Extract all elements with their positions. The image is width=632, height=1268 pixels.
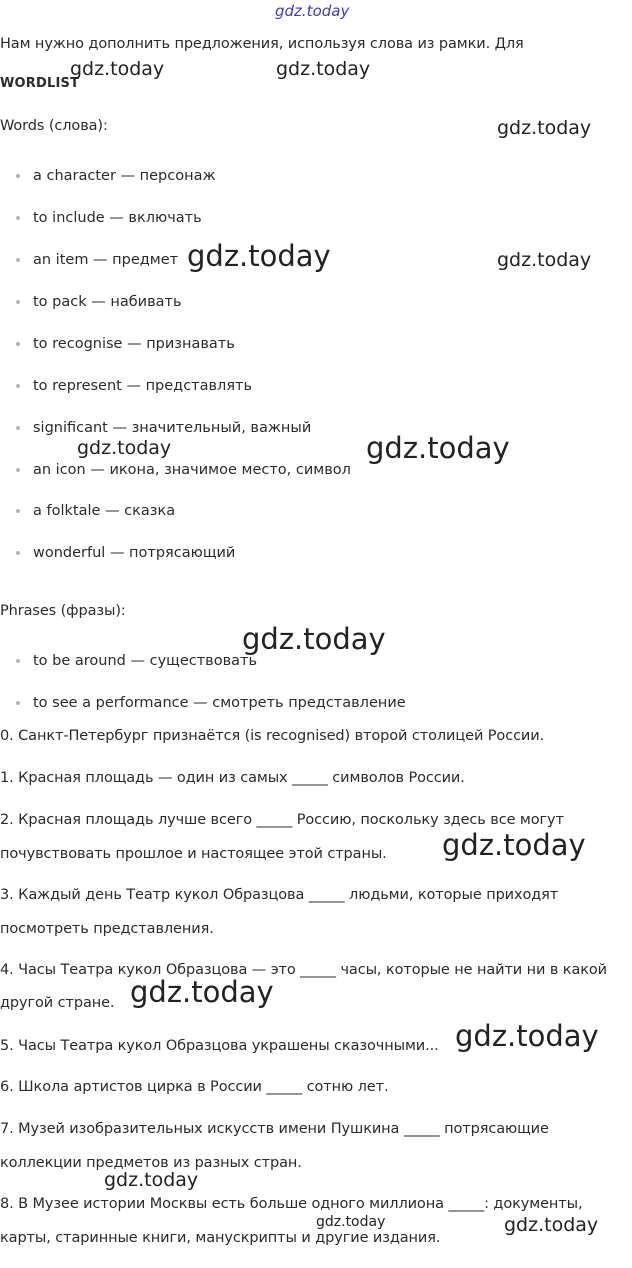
watermark: gdz.today (497, 249, 592, 271)
sentence-line: посмотреть представления. (0, 921, 214, 937)
watermark: gdz.today (104, 1169, 199, 1191)
sentence-line: 0. Санкт-Петербург признаётся (is recognised) второй столицей России. (0, 728, 545, 744)
sentence-line: коллекции предметов из разных стран. (0, 1155, 302, 1171)
sentence-line: 6. Школа артистов цирка в России _____ сотню лет. (0, 1079, 389, 1095)
bullet-icon (16, 509, 20, 513)
word-entry: to include — включать (33, 210, 202, 226)
bullet-icon (16, 300, 20, 304)
sentence-line: 2. Красная площадь лучше всего _____ Россию, поскольку здесь все могут (0, 812, 564, 828)
bullet-icon (16, 701, 20, 705)
words-label: Words (слова): (0, 118, 108, 134)
word-entry: to pack — набивать (33, 294, 182, 310)
bullet-icon (16, 384, 20, 388)
watermark: gdz.today (366, 431, 510, 465)
bullet-icon (16, 468, 20, 472)
bullet-icon (16, 174, 20, 178)
bullet-icon (16, 426, 20, 430)
watermark: gdz.today (77, 437, 172, 459)
word-entry: to recognise — признавать (33, 336, 235, 352)
phrase-entry: to be around — существовать (33, 653, 257, 669)
intro-text: Нам нужно дополнить предложения, используя слова из рамки. Для (0, 36, 524, 52)
bullet-icon (16, 258, 20, 262)
watermark: gdz.today (70, 58, 165, 80)
bullet-icon (16, 551, 20, 555)
wordlist-heading: WORDLIST (0, 76, 80, 91)
watermark: gdz.today (455, 1019, 599, 1053)
sentence-line: 4. Часы Театра кукол Образцова — это _____ часы, которые не найти ни в какой (0, 962, 608, 978)
watermark: gdz.today (275, 2, 350, 20)
word-entry: an item — предмет (33, 252, 179, 268)
sentence-line: 3. Каждый день Театр кукол Образцова _____ людьми, которые приходят (0, 887, 559, 903)
watermark: gdz.today (504, 1214, 599, 1236)
sentence-line: 1. Красная площадь — один из самых _____ символов России. (0, 770, 465, 786)
watermark: gdz.today (130, 975, 274, 1009)
word-entry: a folktale — сказка (33, 503, 176, 519)
watermark: gdz.today (276, 58, 371, 80)
sentence-line: другой стране. (0, 995, 115, 1011)
bullet-icon (16, 342, 20, 346)
watermark: gdz.today (187, 239, 331, 273)
phrase-entry: to see a performance — смотреть представление (33, 695, 406, 711)
sentence-line: 5. Часы Театра кукол Образцова украшены сказочными... (0, 1038, 439, 1054)
watermark: gdz.today (316, 1214, 386, 1230)
phrases-label: Phrases (фразы): (0, 603, 126, 619)
sentence-line: карты, старинные книги, манускрипты и другие издания. (0, 1230, 441, 1246)
sentence-line: 7. Музей изобразительных искусств имени Пушкина _____ потрясающие (0, 1121, 549, 1137)
bullet-icon (16, 216, 20, 220)
watermark: gdz.today (497, 117, 592, 139)
sentence-line: почувствовать прошлое и настоящее этой страны. (0, 846, 387, 862)
bullet-icon (16, 659, 20, 663)
word-entry: to represent — представлять (33, 378, 253, 394)
watermark: gdz.today (242, 622, 386, 656)
word-entry: an icon — икона, значимое место, символ (33, 462, 351, 478)
word-entry: a character — персонаж (33, 168, 216, 184)
watermark: gdz.today (442, 828, 586, 862)
sentence-line: 8. В Музее истории Москвы есть больше одного миллиона _____: документы, (0, 1196, 583, 1212)
word-entry: significant — значительный, важный (33, 420, 312, 436)
word-entry: wonderful — потрясающий (33, 545, 236, 561)
